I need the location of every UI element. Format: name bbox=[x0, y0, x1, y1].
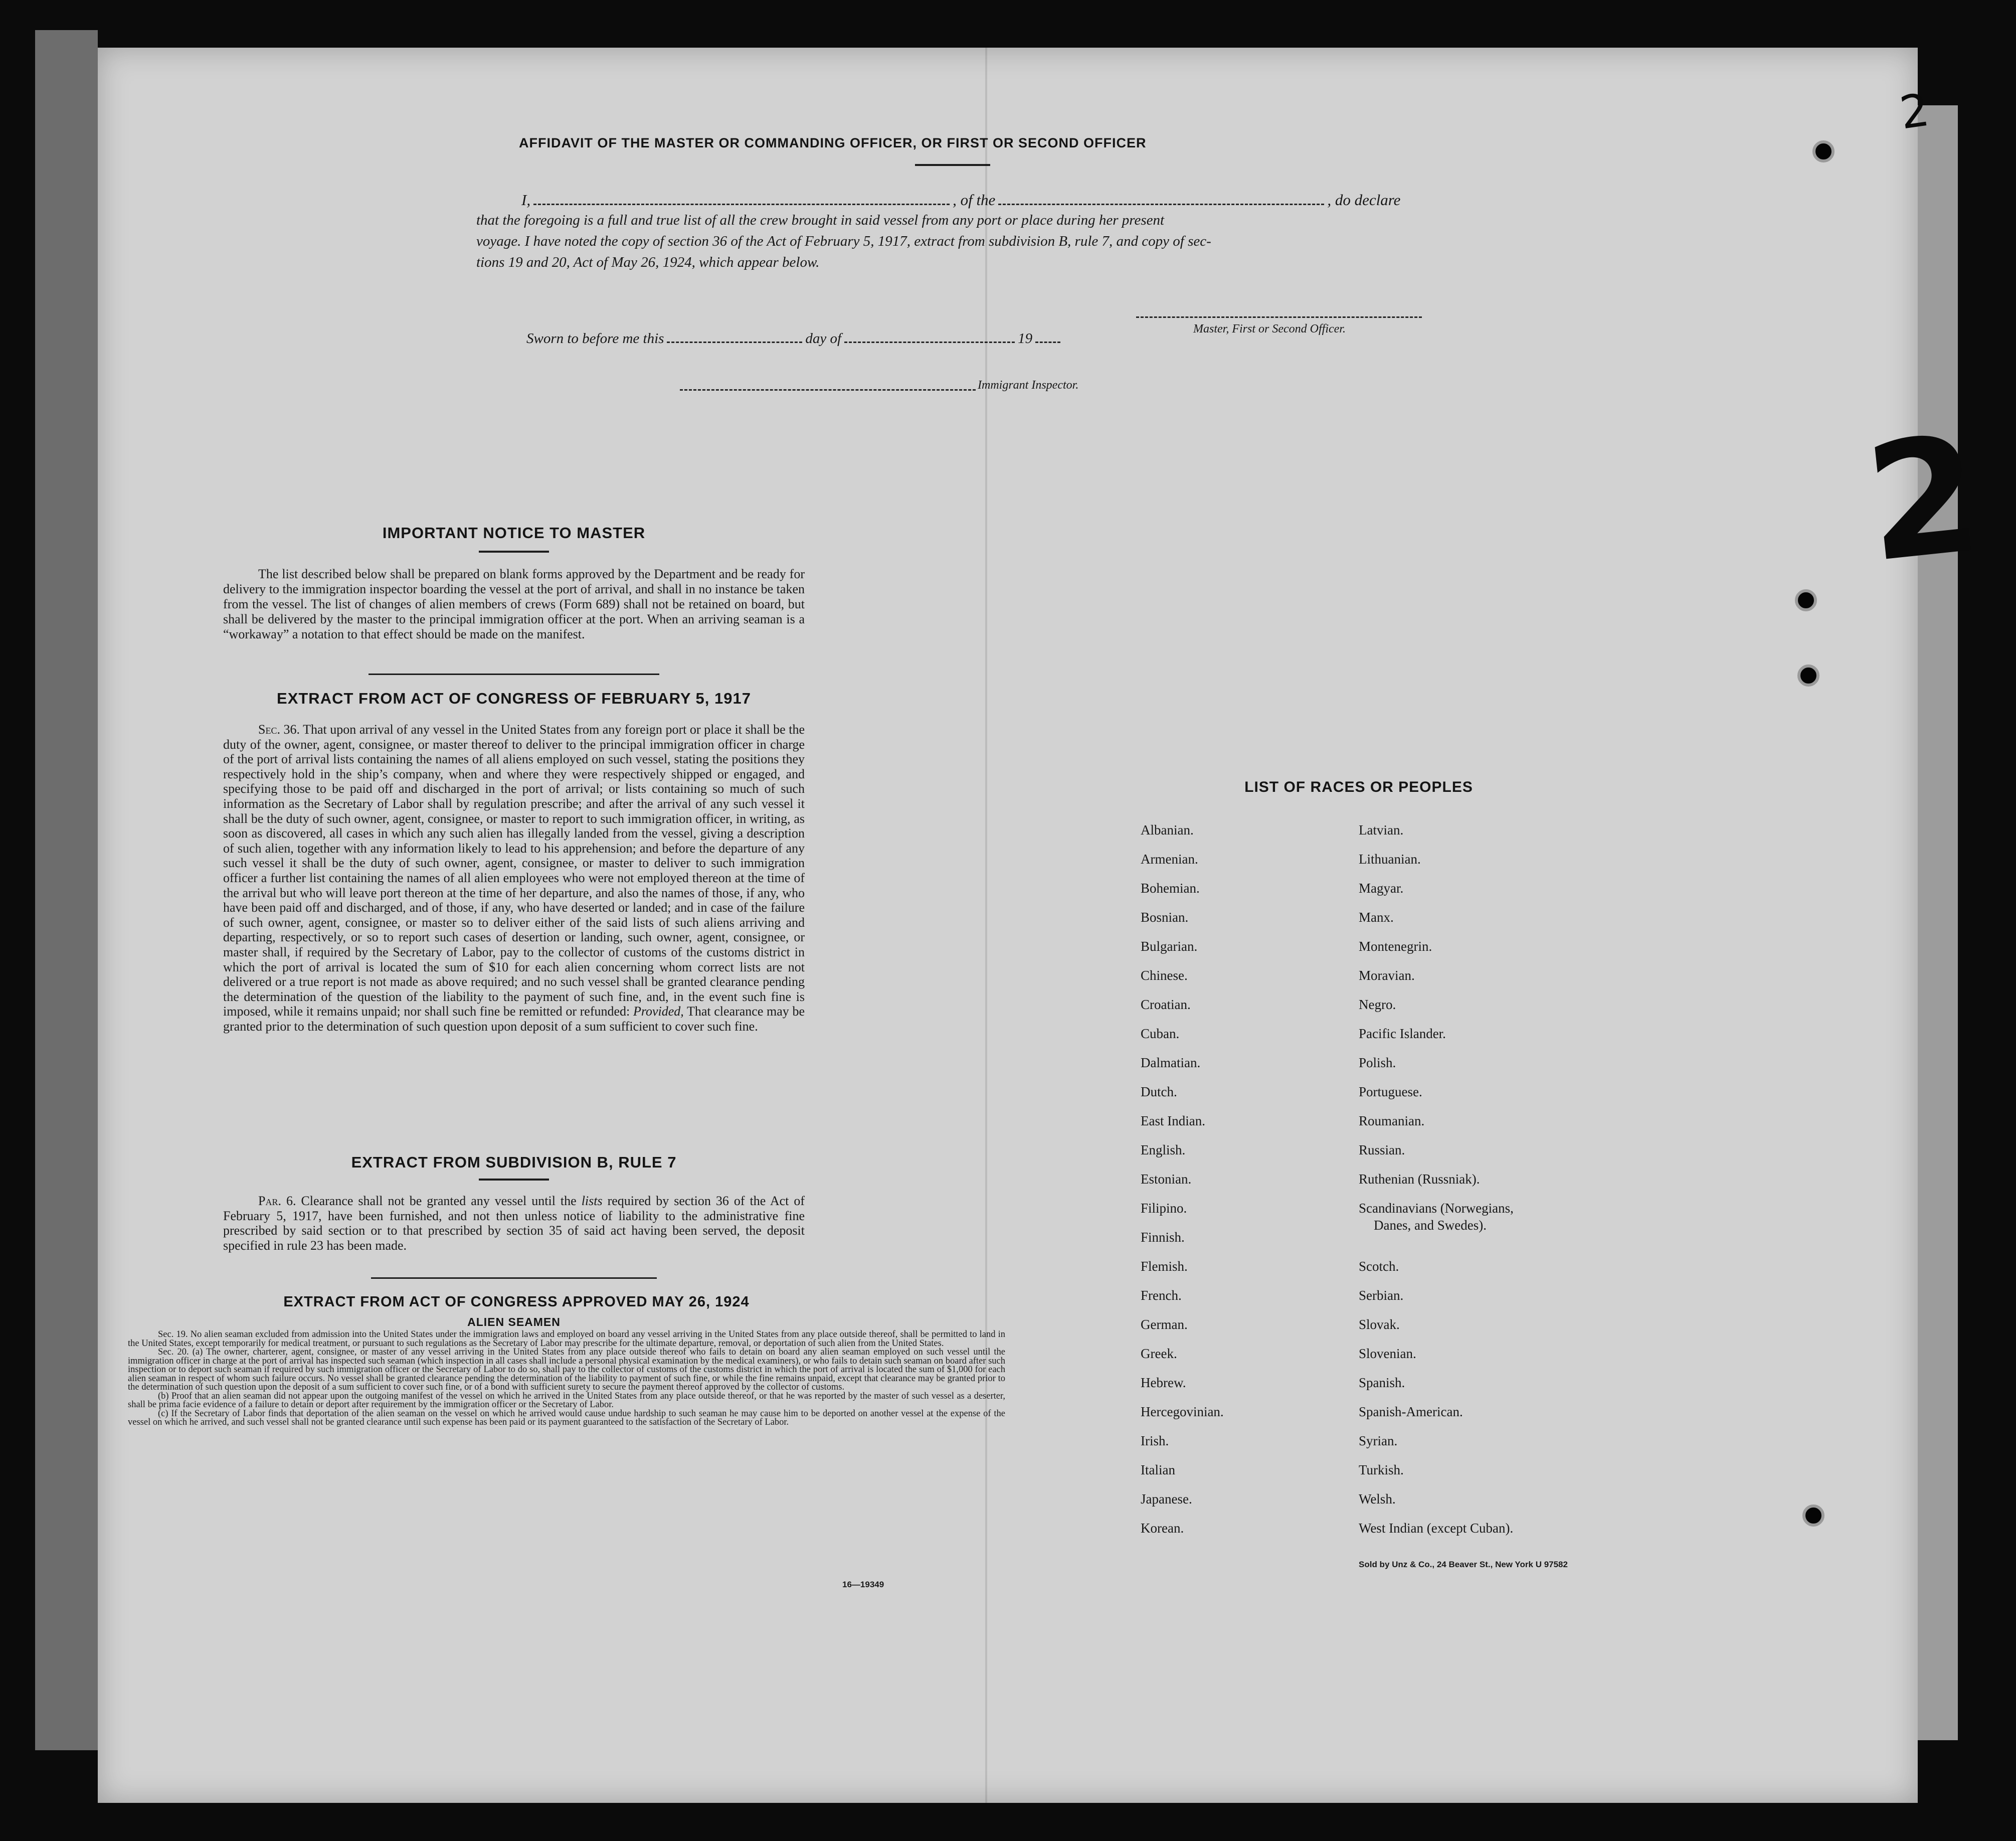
punch-hole bbox=[1797, 664, 1819, 687]
race-right-14-cont: Danes, and Swedes). bbox=[1374, 1218, 1487, 1233]
sec-19-text: Sec. 19. No alien seaman excluded from admission into the United States under the immigration laws and employed on board any vessel arriving in the United States from any place outside thereof, shall be permitted to land in the United States, except temporarily for medical treatment, or pursuant to such regulations as the Secretary of Labor may prescribe for the ultimate departure, removal, or deportation of such alien from the United States. bbox=[128, 1329, 1005, 1349]
race-left-13: Estonian. bbox=[1141, 1171, 1192, 1187]
sworn-month-blank[interactable] bbox=[844, 328, 1015, 343]
race-right-1: Latvian. bbox=[1359, 822, 1404, 838]
race-right-12: Russian. bbox=[1359, 1142, 1405, 1157]
race-left-7: Croatian. bbox=[1141, 997, 1191, 1012]
race-left-10: Dutch. bbox=[1141, 1084, 1177, 1099]
rule7-text-a: Clearance shall not be granted any vessel until the bbox=[301, 1194, 577, 1208]
race-left-18: German. bbox=[1141, 1317, 1188, 1332]
race-left-11: East Indian. bbox=[1141, 1113, 1205, 1128]
sec-36-label: Sec. 36. bbox=[258, 722, 300, 737]
name-blank[interactable] bbox=[533, 191, 950, 205]
punch-hole bbox=[1812, 140, 1835, 162]
race-right-22: Turkish. bbox=[1359, 1462, 1404, 1477]
race-right-2: Lithuanian. bbox=[1359, 852, 1421, 867]
inspector-signature-line[interactable] bbox=[680, 376, 976, 391]
sec-20c-text: (c) If the Secretary of Labor finds that deportation of the alien seaman on the vessel on which he arrived would cause undue hardship to such seaman he may cause him to be deported on another vessel at the expense of the vessel on which he arrived, and such vessel shall not be granted clearance until such expense has been paid or its payment guaranteed to the satisfaction of the Secretary of Labor. bbox=[128, 1408, 1005, 1427]
race-left-22: Irish. bbox=[1141, 1433, 1169, 1448]
races-title: LIST OF RACES OR PEOPLES bbox=[1244, 779, 1473, 795]
affidavit-line3: voyage. I have noted the copy of section 36 of the Act of February 5, 1917, extract from subdivision B, rule 7, and copy of sec- bbox=[476, 233, 1211, 249]
race-right-16: Serbian. bbox=[1359, 1288, 1404, 1303]
race-right-8: Pacific Islander. bbox=[1359, 1026, 1446, 1041]
provided-word: Provided, bbox=[633, 1004, 684, 1019]
form-number: 16—19349 bbox=[842, 1580, 884, 1589]
punch-hole bbox=[1795, 589, 1817, 611]
race-left-6: Chinese. bbox=[1141, 968, 1188, 983]
race-right-6: Moravian. bbox=[1359, 968, 1415, 983]
race-right-18: Slovenian. bbox=[1359, 1346, 1416, 1361]
sworn-day-blank[interactable] bbox=[667, 328, 802, 343]
race-left-20: Hebrew. bbox=[1141, 1375, 1186, 1390]
race-right-21: Syrian. bbox=[1359, 1433, 1398, 1448]
race-left-24: Japanese. bbox=[1141, 1491, 1192, 1507]
race-right-24: West Indian (except Cuban). bbox=[1359, 1521, 1514, 1536]
race-left-3: Bohemian. bbox=[1141, 881, 1200, 896]
race-right-5: Montenegrin. bbox=[1359, 939, 1432, 954]
race-right-23: Welsh. bbox=[1359, 1491, 1396, 1507]
race-right-14: Scandinavians (Norwegians, bbox=[1359, 1201, 1514, 1216]
rule7-rule bbox=[479, 1179, 549, 1181]
race-right-10: Portuguese. bbox=[1359, 1084, 1422, 1099]
race-left-16: Flemish. bbox=[1141, 1259, 1188, 1274]
affidavit-i: I, bbox=[521, 191, 531, 209]
rule7-body bbox=[223, 1194, 805, 1253]
page-number-mark: 2 bbox=[1896, 83, 1933, 140]
affidavit-rule bbox=[915, 164, 990, 166]
extract-1924-body bbox=[128, 1330, 1005, 1427]
rule7-end-rule bbox=[371, 1277, 657, 1279]
race-right-15: Scotch. bbox=[1359, 1259, 1399, 1274]
alien-seamen-subtitle: ALIEN SEAMEN bbox=[467, 1315, 561, 1328]
sold-by-imprint: Sold by Unz & Co., 24 Beaver St., New York U 97582 bbox=[1359, 1560, 1568, 1569]
race-right-3: Magyar. bbox=[1359, 881, 1404, 896]
race-right-17: Slovak. bbox=[1359, 1317, 1400, 1332]
notice-end-rule bbox=[369, 674, 659, 675]
race-right-9: Polish. bbox=[1359, 1055, 1396, 1070]
sec-20a-text: Sec. 20. (a) The owner, charterer, agent, consignee, or master of any vessel arriving in the United States from any place outside thereof who fails to detain on board any alien seaman employed on such vessel until the immigration officer in charge at the port of arrival has inspected such seaman (which inspection in all cases shall include a personal physical examination by the medical examiners), or who fails to detain such seaman on board after such inspection or to deport such seaman if required by such immigration officer or the Secretary of Labor to do so, shall pay to the collector of customs of the customs district in which the port of arrival is located the sum of $1,000 for each alien seaman in respect of whom such failure occurs. No vessel shall be granted clearance pending the determination of the liability to payment of such fine, or while the fine remains unpaid, except that clearance may be granted prior to the determination of such question upon the deposit of a sum sufficient to cover such fine, or of a bond with sufficient surety to secure the payment thereof approved by the collector of customs. bbox=[128, 1347, 1005, 1392]
extract-1924-title: EXTRACT FROM ACT OF CONGRESS APPROVED MAY 26, 1924 bbox=[283, 1294, 750, 1310]
race-left-9: Dalmatian. bbox=[1141, 1055, 1201, 1070]
sworn-text: Sworn to before me this bbox=[526, 330, 664, 347]
affidavit-declare: , do declare bbox=[1327, 191, 1401, 209]
race-left-12: English. bbox=[1141, 1142, 1186, 1157]
sworn-year-blank[interactable] bbox=[1035, 328, 1060, 343]
race-left-1: Albanian. bbox=[1141, 822, 1194, 838]
race-left-17: French. bbox=[1141, 1288, 1182, 1303]
extract-1917-body bbox=[223, 722, 805, 1034]
notice-rule bbox=[479, 551, 549, 553]
rule7-title: EXTRACT FROM SUBDIVISION B, RULE 7 bbox=[351, 1153, 677, 1171]
affidavit-line2: that the foregoing is a full and true list of all the crew brought in said vessel from any port or place during her present bbox=[476, 212, 1165, 228]
document-page bbox=[98, 48, 1918, 1803]
sworn-line bbox=[526, 328, 1063, 347]
par-6-label: Par. 6. bbox=[258, 1194, 296, 1208]
punch-hole bbox=[1802, 1504, 1824, 1527]
notice-title: IMPORTANT NOTICE TO MASTER bbox=[382, 524, 646, 542]
sec-20b-text: (b) Proof that an alien seaman did not appear upon the outgoing manifest of the vessel on which he arrived in the United States from any place outside thereof, or that he was reported by the master of such vessel as a deserter, shall be prima facie evidence of a failure to detain or deport after requirement by the immigration officer or the Secretary of Labor. bbox=[128, 1391, 1005, 1410]
race-right-11: Roumanian. bbox=[1359, 1113, 1425, 1128]
rule7-text-b: required by section 36 of the Act of February 5, 1917, have been furnished, and not then unless notice of liability to the administrative fine prescribed by said section or to that prescribed by section 35 of said act having been served, the deposit specified in rule 23 has been made. bbox=[223, 1194, 805, 1253]
race-right-4: Manx. bbox=[1359, 910, 1394, 925]
vessel-blank[interactable] bbox=[998, 191, 1324, 205]
affidavit-of-the: , of the bbox=[953, 191, 996, 209]
affidavit-line4: tions 19 and 20, Act of May 26, 1924, which appear below. bbox=[476, 254, 820, 270]
affidavit-line1 bbox=[521, 191, 1400, 209]
extract-1917-title: EXTRACT FROM ACT OF CONGRESS OF FEBRUARY 5, 1917 bbox=[277, 690, 751, 707]
master-label: Master, First or Second Officer. bbox=[1193, 322, 1346, 336]
notice-body: The list described below shall be prepared on blank forms approved by the Department and be ready for delivery to the immigration inspector boarding the vessel at the port of arrival, and shall in no instance be taken from the vessel. The list of changes of alien members of crews (Form 689) shall not be retained on board, but shall be delivered by the master to the principal immigration officer at the port. When an arriving seaman is a “workaway” a notation to that effect should be made on the manifest. bbox=[223, 567, 805, 641]
race-left-23: Italian bbox=[1141, 1462, 1175, 1477]
day-of-text: day of bbox=[805, 330, 842, 347]
sec-36-text: That upon arrival of any vessel in the United States from any foreign port or place it shall be the duty of the owner, agent, consignee, or master thereof to deliver to the principal immigration officer in charge of the port of arrival lists containing the names of all aliens employed on such vessel, stating the positions they respectively hold in the ship’s company, when and where they were respectively shipped or engaged, and specifying those to be paid off and discharged in the port of arrival; or lists containing so much of such information as the Secretary of Labor shall by regulation prescribe; and after the arrival of any such vessel it shall be the duty of such owner, agent, consignee, or master to report to such immigration officer, in writing, as soon as discovered, all cases in which any such alien has illegally landed from the vessel, giving a description of such alien, together with any information likely to lead to his apprehension; and before the departure of any such vessel it shall be the duty of such owner, agent, consignee, or master to deliver to such immigration officer a further list containing the names of all alien employees who were not employed thereon at the time of the arrival but who will leave port thereon at the time of her departure, and also the names of those, if any, who have been paid off and discharged, and of those, if any, who have deserted or landed; and in case of the failure of such owner, agent, consignee, or master so to deliver either of the said lists of such aliens arriving and departing, respectively, or so to report such cases of desertion or landing, such owner, agent, consignee, or master shall, if required by the Secretary of Labor, pay to the collector of customs of the customs district in which the port of arrival is located the sum of $10 for each alien concerning whom correct lists are not delivered or a true report is not made as above required; and no such vessel shall be granted clearance pending the determination of the question of the liability to the payment of such fine, and, in the event such fine is imposed, while it remains unpaid; nor shall such fine be remitted or refunded: bbox=[223, 722, 805, 1019]
rule7-lists-word: lists bbox=[581, 1194, 603, 1208]
large-handwritten-mark: 2 bbox=[1858, 401, 1989, 598]
year-text: 19 bbox=[1018, 330, 1033, 347]
race-left-19: Greek. bbox=[1141, 1346, 1177, 1361]
race-right-13: Ruthenian (Russniak). bbox=[1359, 1171, 1480, 1187]
left-stack-edge bbox=[35, 30, 98, 1750]
race-right-19: Spanish. bbox=[1359, 1375, 1405, 1390]
race-left-5: Bulgarian. bbox=[1141, 939, 1198, 954]
race-left-2: Armenian. bbox=[1141, 852, 1198, 867]
race-left-14: Filipino. bbox=[1141, 1201, 1187, 1216]
race-right-20: Spanish-American. bbox=[1359, 1404, 1463, 1419]
master-signature-line[interactable] bbox=[1136, 303, 1422, 318]
inspector-label: Immigrant Inspector. bbox=[978, 379, 1079, 392]
race-left-8: Cuban. bbox=[1141, 1026, 1180, 1041]
sec-36-text-end: That clearance may be granted prior to the determination of such question upon deposit of a sum sufficient to cover such fine. bbox=[223, 1004, 805, 1034]
race-left-25: Korean. bbox=[1141, 1521, 1184, 1536]
affidavit-title: AFFIDAVIT OF THE MASTER OR COMMANDING OFFICER, OR FIRST OR SECOND OFFICER bbox=[519, 135, 1147, 150]
race-left-15: Finnish. bbox=[1141, 1230, 1185, 1245]
race-right-7: Negro. bbox=[1359, 997, 1396, 1012]
race-left-4: Bosnian. bbox=[1141, 910, 1189, 925]
race-left-21: Hercegovinian. bbox=[1141, 1404, 1224, 1419]
